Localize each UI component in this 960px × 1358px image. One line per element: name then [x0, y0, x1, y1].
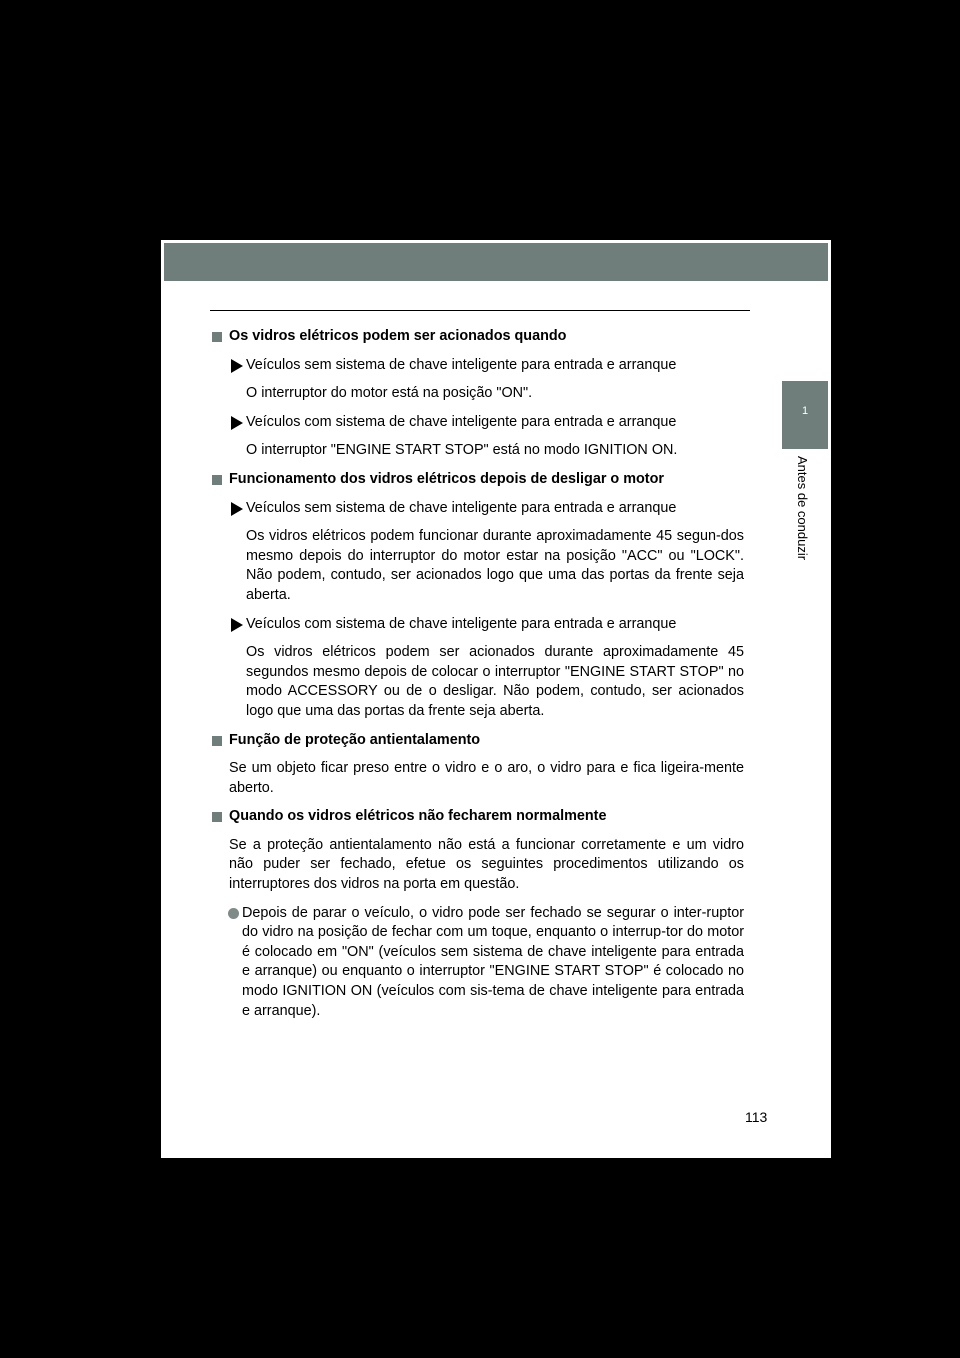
- body-text: O interruptor "ENGINE START STOP" está no modo IGNITION ON.: [246, 442, 678, 459]
- header-rule: [210, 310, 750, 311]
- page-content: [212, 327, 744, 1030]
- condition-line: [212, 499, 744, 519]
- section-title: Função de proteção antientalamento: [229, 731, 481, 748]
- bullet-text: Depois de parar o veículo, o vidro pode ser fechado se segurar o inter-ruptor do vidro na posição de fechar com um toque, enquanto o interrup-tor do motor é colocado em "ON" (veículos sem sistema de chave inteligente para entrada e arranque) ou enquanto o interruptor "ENGINE START STOP" é colocado no modo IGNITION ON (veículos com sis-tema de chave inteligente para entrada e arranque).: [242, 904, 744, 1019]
- condition-line: [212, 615, 744, 635]
- body-text: Os vidros elétricos podem ser acionados durante aproximadamente 45 segundos mesmo depois de colocar o interruptor "ENGINE START STOP" no modo ACCESSORY ou de o desligar. Não podem, contudo, ser acionados logo que uma das portas da frente seja aberta.: [246, 644, 744, 719]
- section-heading: [212, 327, 744, 347]
- square-bullet-icon: [212, 812, 222, 822]
- section-heading: [212, 807, 744, 827]
- triangle-arrow-icon: [231, 502, 243, 516]
- condition-text: Veículos com sistema de chave inteligente para entrada e arranque: [246, 615, 677, 632]
- section-heading: [212, 470, 744, 490]
- section-title: Os vidros elétricos podem ser acionados quando: [229, 328, 567, 344]
- square-bullet-icon: [212, 332, 222, 342]
- body-text: O interruptor do motor está na posição "ON".: [246, 385, 533, 402]
- body-text: Se a proteção antientalamento não está a funcionar corretamente e um vidro não puder ser fechado, efetue os seguintes procedimentos utilizando os interruptores dos vidros na porta em questão.: [229, 836, 744, 893]
- triangle-arrow-icon: [231, 359, 243, 373]
- condition-line: [212, 356, 744, 376]
- condition-text: Veículos sem sistema de chave inteligente para entrada e arranque: [246, 356, 677, 373]
- triangle-arrow-icon: [231, 618, 243, 632]
- square-bullet-icon: [212, 475, 222, 485]
- page-number: 113: [745, 1109, 768, 1125]
- circle-bullet-icon: [228, 908, 239, 919]
- chapter-number: 1: [801, 405, 809, 417]
- section-title: Funcionamento dos vidros elétricos depois de desligar o motor: [229, 470, 664, 487]
- triangle-arrow-icon: [231, 416, 243, 430]
- section-heading: [212, 731, 744, 751]
- header-band: [164, 243, 828, 281]
- body-text: Os vidros elétricos podem funcionar durante aproximadamente 45 segun-dos mesmo depois do interruptor do motor estar na posição "ACC" ou "LOCK". Não podem, contudo, ser acionados logo que uma das portas da frente seja aberta.: [246, 528, 744, 603]
- chapter-tab: [782, 381, 828, 449]
- chapter-title: Antes de conduzir: [795, 456, 810, 561]
- condition-line: [212, 413, 744, 433]
- bullet-item: [212, 904, 744, 1022]
- condition-text: Veículos com sistema de chave inteligente para entrada e arranque: [246, 413, 677, 430]
- body-text: Se um objeto ficar preso entre o vidro e o aro, o vidro para e fica ligeira-mente aberto.: [229, 760, 744, 796]
- condition-text: Veículos sem sistema de chave inteligente para entrada e arranque: [246, 499, 677, 516]
- section-title: Quando os vidros elétricos não fecharem normalmente: [229, 808, 607, 825]
- square-bullet-icon: [212, 736, 222, 746]
